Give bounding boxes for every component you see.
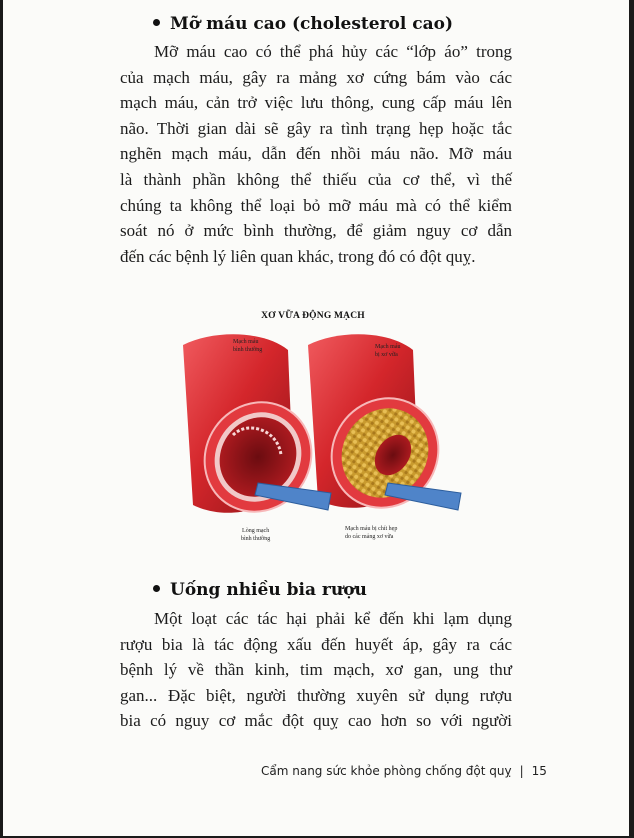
footer-separator: | — [519, 764, 524, 778]
text-line: não. Thời gian dài sẽ gây ra tình trạng hẹp hoặc tắc — [120, 118, 512, 138]
text-line: Mỡ máu cao có thể phá hủy các “lớp áo” trong — [154, 42, 512, 61]
bullet-icon — [153, 585, 160, 592]
text-line: bệnh lý về thần kinh, tim mạch, xơ gan, ung thư — [120, 660, 512, 680]
text-line: là thành phần không thể thiếu của cơ thể, vì thế — [120, 169, 512, 189]
text-line: của mạch máu, gây ra mảng xơ cứng bám vào các — [120, 67, 512, 87]
section-heading-alcohol: Uống nhiều bia rượu — [153, 580, 367, 600]
footer-book-title: Cẩm nang sức khỏe phòng chống đột quỵ — [261, 764, 512, 778]
text-line: bia có nguy cơ mắc đột quỵ cao hơn so với người — [120, 711, 512, 731]
label-normal-lumen: Lòng mạch bình thường — [241, 528, 271, 542]
text-line: rượu bia là tác động xấu đến huyết áp, gây ra các — [120, 634, 512, 654]
figure-title: XƠ VỮA ĐỘNG MẠCH — [261, 311, 365, 321]
page-number: 15 — [531, 764, 547, 778]
text-line: nghẽn mạch máu, dẫn đến nhồi máu não. Mỡ máu — [120, 144, 512, 164]
label-plaque-vessel: Mạch máu bị xơ vữa — [375, 344, 401, 358]
section-heading-cholesterol: Mỡ máu cao (cholesterol cao) — [153, 14, 453, 34]
text-line: đến các bệnh lý liên quan khác, trong đó có đột quỵ. — [120, 246, 476, 266]
text-line: mạch máu, cản trở việc lưu thông, cung cấp máu lên — [120, 93, 512, 113]
paragraph-cholesterol — [120, 39, 512, 269]
label-narrowed-vessel: Mạch máu bị chít hẹp do các mảng xơ vữa — [345, 526, 398, 540]
text-line: Một loạt các tác hại phải kể đến khi lạm dụng — [154, 609, 512, 628]
artery-illustration — [163, 305, 463, 555]
atherosclerosis-figure — [163, 305, 463, 555]
bullet-icon — [153, 19, 160, 26]
text-line: chúng ta không thể loại bỏ mỡ máu mà có thể kiểm — [120, 195, 512, 215]
label-normal-vessel: Mạch máu bình thường — [233, 339, 263, 353]
text-line: soát nó ở mức bình thường, để giảm nguy cơ dẫn — [120, 221, 512, 241]
page-footer — [261, 764, 547, 778]
paragraph-alcohol — [120, 606, 512, 734]
book-page — [3, 0, 629, 836]
text-line: gan... Đặc biệt, người thường xuyên sử dụng rượu — [120, 685, 512, 705]
